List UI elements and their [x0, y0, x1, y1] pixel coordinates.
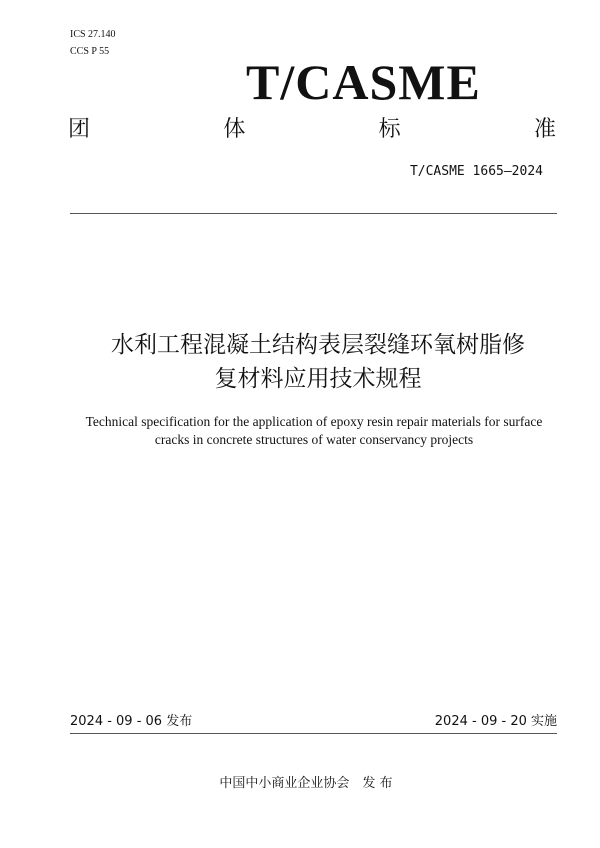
publisher: 中国中小商业企业协会 发 布 [219, 776, 393, 791]
ccs-code: CCS P 55 [70, 46, 110, 57]
english-title-line-2: cracks in concrete structures of water conservancy projects [154, 432, 474, 447]
implement-date: 2024 - 09 - 20 实施 [434, 714, 557, 729]
standard-code: T/CASME 1665—2024 [409, 164, 543, 179]
ics-code: ICS 27.140 [70, 29, 116, 40]
chinese-title-line-2: 复材料应用技术规程 [214, 366, 422, 392]
divider [70, 213, 557, 214]
chinese-title-line-1: 水利工程混凝土结构表层裂缝环氧树脂修 [111, 332, 525, 358]
publish-date: 2024 - 09 - 06 发布 [70, 714, 193, 729]
kind-char: 标 [378, 117, 401, 142]
kind-char: 团 [68, 117, 91, 142]
standard-kind [68, 116, 556, 144]
kind-char: 体 [223, 117, 246, 142]
english-title-line-1: Technical specification for the application of epoxy resin repair materials for surface [85, 414, 543, 429]
kind-char: 准 [533, 117, 556, 142]
divider [70, 733, 557, 734]
standard-brand: T/CASME [246, 54, 481, 110]
